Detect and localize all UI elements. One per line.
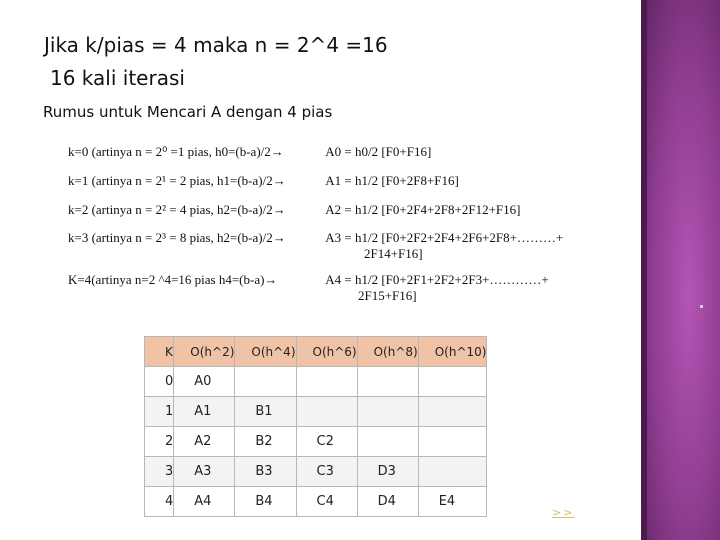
formula-result: A2 = h1/2 [F0+2F4+2F8+2F12+F16] <box>325 202 521 217</box>
table-cell <box>357 397 418 427</box>
heading-line-1: Jika k/pias = 4 maka n = 2^4 =16 <box>44 33 388 57</box>
table-cell: B4 <box>235 487 296 517</box>
table-cell <box>418 457 487 487</box>
table-row <box>145 487 487 517</box>
table-cell: A2 <box>174 427 235 457</box>
table <box>144 336 487 517</box>
heading-line-2: 16 kali iterasi <box>50 66 185 90</box>
table-cell <box>296 397 357 427</box>
table-cell: A3 <box>174 457 235 487</box>
table-cell: 3 <box>145 457 174 487</box>
column-header: K <box>145 337 174 367</box>
column-header: O(h^10) <box>418 337 487 367</box>
table-cell: D4 <box>357 487 418 517</box>
table-cell: E4 <box>418 487 487 517</box>
formula-condition: k=2 (artinya n = 2² = 4 pias, h2=(b-a)/2→ <box>68 202 286 217</box>
formula-condition: K=4(artinya n=2 ^4=16 pias h4=(b-a)→ <box>68 272 278 287</box>
column-header: O(h^2) <box>174 337 235 367</box>
formula-result: A4 = h1/2 [F0+2F1+2F2+2F3+…………+ <box>325 272 549 287</box>
formula-block <box>62 138 592 308</box>
formula-row-1 <box>68 173 459 189</box>
table-cell: 0 <box>145 367 174 397</box>
table-cell <box>418 427 487 457</box>
table-header-row <box>145 337 487 367</box>
formula-condition: k=1 (artinya n = 2¹ = 2 pias, h1=(b-a)/2→ <box>68 173 286 188</box>
table-row <box>145 397 487 427</box>
romberg-table <box>144 336 487 520</box>
formula-condition: k=0 (artinya n = 2⁰ =1 pias, h0=(b-a)/2→ <box>68 144 284 159</box>
table-cell <box>357 427 418 457</box>
table-cell: B3 <box>235 457 296 487</box>
decorative-side-panel <box>641 0 720 540</box>
formula-row-2 <box>68 202 520 218</box>
table-cell: C3 <box>296 457 357 487</box>
table-cell: 1 <box>145 397 174 427</box>
formula-row-0 <box>68 144 431 160</box>
column-header: O(h^4) <box>235 337 296 367</box>
table-row <box>145 457 487 487</box>
table-cell: A0 <box>174 367 235 397</box>
table-cell <box>418 397 487 427</box>
table-cell <box>357 367 418 397</box>
column-header: O(h^8) <box>357 337 418 367</box>
table-cell: C2 <box>296 427 357 457</box>
table-cell: B1 <box>235 397 296 427</box>
table-cell: C4 <box>296 487 357 517</box>
formula-result: A0 = h0/2 [F0+F16] <box>325 144 432 159</box>
table-cell: 2 <box>145 427 174 457</box>
table-cell: D3 <box>357 457 418 487</box>
table-row <box>145 427 487 457</box>
table-cell: B2 <box>235 427 296 457</box>
table-cell <box>296 367 357 397</box>
formula-result: A1 = h1/2 [F0+2F8+F16] <box>325 173 459 188</box>
table-cell <box>418 367 487 397</box>
subheading: Rumus untuk Mencari A dengan 4 pias <box>43 103 333 121</box>
table-row <box>145 367 487 397</box>
table-cell <box>235 367 296 397</box>
formula-continuation: 2F15+F16] <box>358 288 417 303</box>
formula-row-4 <box>68 272 549 288</box>
table-cell: 4 <box>145 487 174 517</box>
table-cell: A1 <box>174 397 235 427</box>
decorative-side-strip <box>641 0 647 540</box>
formula-continuation: 2F14+F16] <box>364 246 423 261</box>
formula-row-3 <box>68 230 563 246</box>
formula-condition: k=3 (artinya n = 2³ = 8 pias, h2=(b-a)/2→ <box>68 230 286 245</box>
table-cell: A4 <box>174 487 235 517</box>
column-header: O(h^6) <box>296 337 357 367</box>
decorative-dot-icon <box>700 305 703 308</box>
formula-result: A3 = h1/2 [F0+2F2+2F4+2F6+2F8+………+ <box>325 230 564 245</box>
next-slide-link[interactable]: >> <box>552 506 575 519</box>
